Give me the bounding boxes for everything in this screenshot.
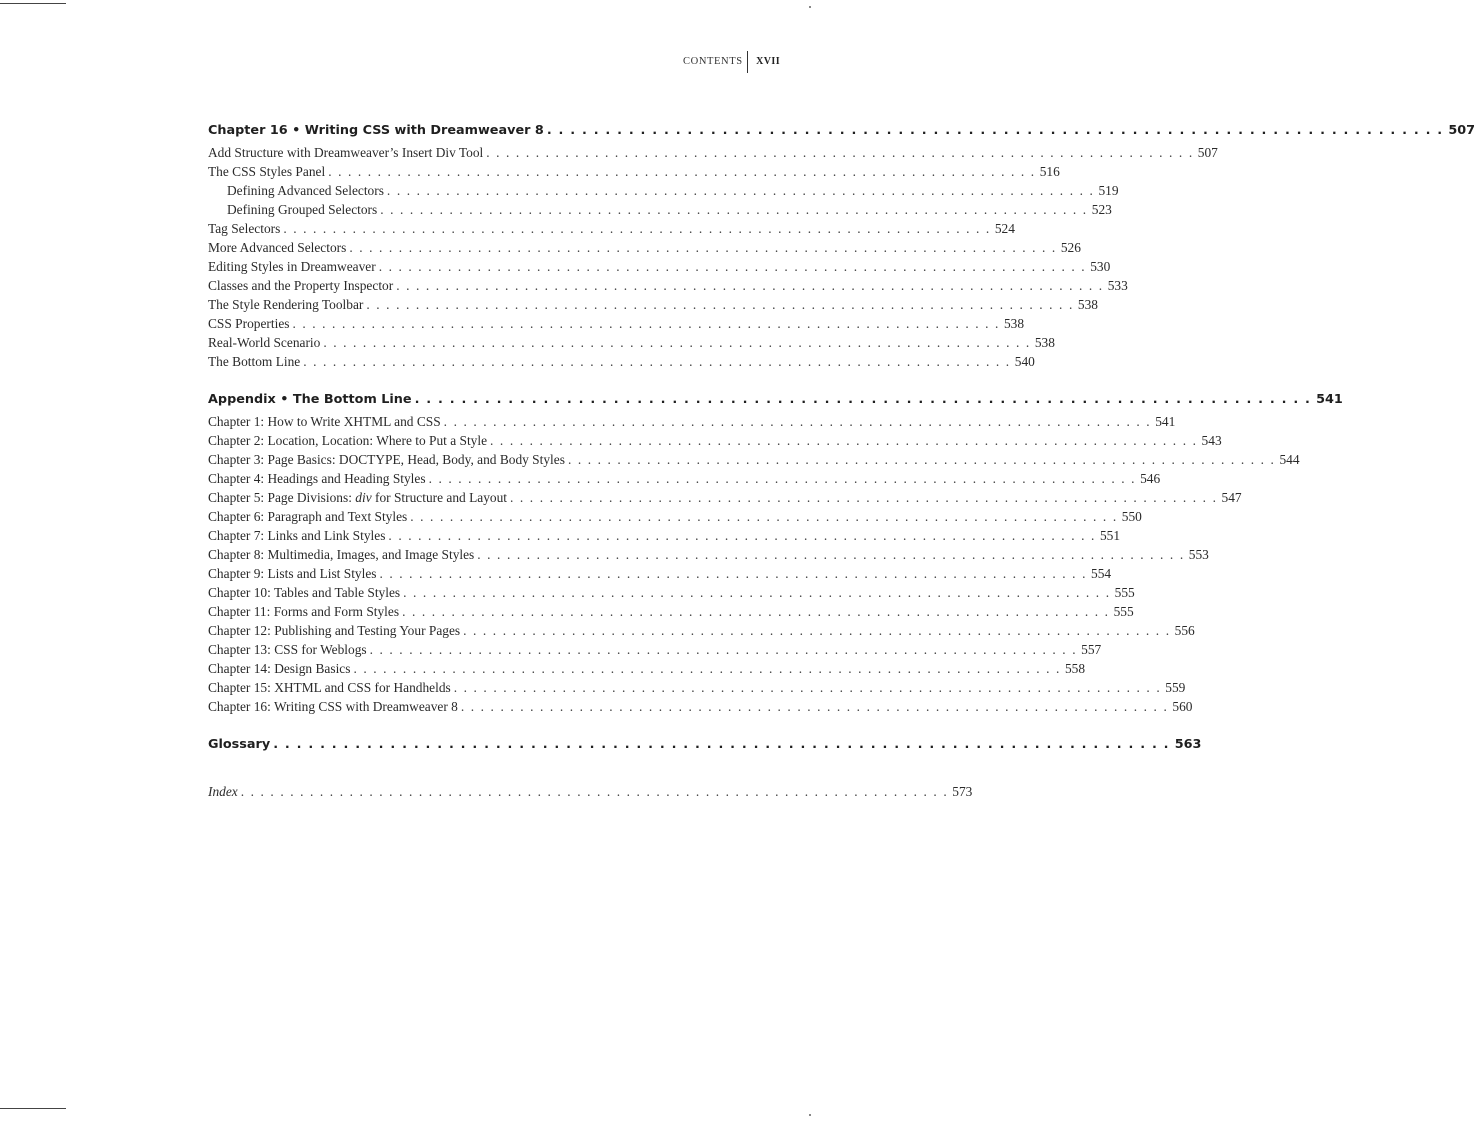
toc-entry-label: Defining Advanced Selectors <box>227 183 384 198</box>
dot-leader: . . . . . . . . . . . . . . . . . . . . . . . . . . . . . . . . . . . . . . . . . . . . . . . . . . . . . . . . . . . . . . . . . . . . . . . . <box>283 221 991 236</box>
toc-entry-page: 524 <box>994 221 1015 236</box>
toc-entry-label: Chapter 3: Page Basics: DOCTYPE, Head, Body, and Body Styles <box>208 452 565 467</box>
toc-entry[interactable] <box>208 295 1098 314</box>
section-spacer <box>208 756 742 782</box>
toc-entry-label: Chapter 12: Publishing and Testing Your Pages <box>208 623 461 638</box>
toc-entry-label: Real-World Scenario <box>208 335 321 350</box>
toc-section-index <box>208 782 973 801</box>
toc-entry-page: 544 <box>1279 452 1300 467</box>
dot-leader: . . . . . . . . . . . . . . . . . . . . . . . . . . . . . . . . . . . . . . . . . . . . . . . . . . . . . . . . . . . . . . . . . . . . . . . . <box>240 784 949 799</box>
toc-heading-page: 563 <box>1174 737 1202 752</box>
toc-entry-label: Chapter 7: Links and Link Styles <box>208 528 386 543</box>
toc-entry-label: The CSS Styles Panel <box>208 164 326 179</box>
toc-entry-page: 543 <box>1201 433 1222 448</box>
toc-entry[interactable] <box>208 697 1193 716</box>
toc-entry-label: Chapter 13: CSS for Weblogs <box>208 642 367 657</box>
section-spacer <box>208 371 742 389</box>
toc-entry-label: Classes and the Property Inspector <box>208 278 394 293</box>
toc-entry-label: Chapter 4: Headings and Heading Styles <box>208 471 426 486</box>
corner-dot-bottom <box>809 1114 811 1116</box>
toc-entry-page: 523 <box>1091 202 1112 217</box>
dot-leader: . . . . . . . . . . . . . . . . . . . . . . . . . . . . . . . . . . . . . . . . . . . . . . . . . . . . . . . . . . . . . . . . . . . . . . . . <box>353 661 1061 676</box>
toc-entry-page: 507 <box>1197 145 1218 160</box>
toc-entry[interactable] <box>208 545 1209 564</box>
toc-entry-list <box>208 412 1300 716</box>
toc-entry-label: The Style Rendering Toolbar <box>208 297 364 312</box>
toc-entry-page: 547 <box>1221 490 1242 505</box>
toc-entry[interactable] <box>208 621 1195 640</box>
dot-leader: . . . . . . . . . . . . . . . . . . . . . . . . . . . . . . . . . . . . . . . . . . . . . . . . . . . . . . . . . . . . . . . . . . . . . . . . <box>510 490 1218 505</box>
toc-entry[interactable] <box>208 238 1081 257</box>
toc-entry-page: 559 <box>1165 680 1186 695</box>
dot-leader: . . . . . . . . . . . . . . . . . . . . . . . . . . . . . . . . . . . . . . . . . . . . . . . . . . . . . . . . . . . . . . . . . . . . . . . . . . . . . <box>273 737 1170 752</box>
toc-entry-page: 533 <box>1107 278 1128 293</box>
toc-entry[interactable] <box>208 507 1142 526</box>
toc-entry[interactable] <box>208 352 1035 371</box>
toc-entry-page: 556 <box>1174 623 1195 638</box>
toc-entry[interactable] <box>208 602 1134 621</box>
toc-heading-appendix[interactable] <box>208 389 1343 411</box>
toc-entry-label: More Advanced Selectors <box>208 240 347 255</box>
toc-entry[interactable] <box>208 659 1086 678</box>
toc-entry[interactable] <box>208 412 1176 431</box>
toc-entry-list <box>208 143 1218 371</box>
dot-leader: . . . . . . . . . . . . . . . . . . . . . . . . . . . . . . . . . . . . . . . . . . . . . . . . . . . . . . . . . . . . . . . . . . . . . . . . <box>292 316 1000 331</box>
dot-leader: . . . . . . . . . . . . . . . . . . . . . . . . . . . . . . . . . . . . . . . . . . . . . . . . . . . . . . . . . . . . . . . . . . . . . . . . <box>460 699 1169 714</box>
dot-leader: . . . . . . . . . . . . . . . . . . . . . . . . . . . . . . . . . . . . . . . . . . . . . . . . . . . . . . . . . . . . . . . . . . . . . . . . <box>369 642 1078 657</box>
toc-entry-page: 555 <box>1113 604 1134 619</box>
toc-section-chapter-16 <box>208 120 1475 371</box>
toc-entry-label: Chapter 10: Tables and Table Styles <box>208 585 401 600</box>
toc-entry[interactable] <box>208 276 1128 295</box>
toc-heading-glossary[interactable] <box>208 734 1202 756</box>
toc-section-glossary <box>208 734 1202 756</box>
toc-entry-label: Defining Grouped Selectors <box>227 202 378 217</box>
toc-heading-page: 507 <box>1448 123 1475 138</box>
toc-entry-label-start: Chapter 5: Page Divisions: <box>208 490 356 505</box>
toc-entry-label: Chapter 8: Multimedia, Images, and Image Styles <box>208 547 475 562</box>
toc-entry-label-end: for Structure and Layout <box>371 490 508 505</box>
toc-entry-label: Chapter 6: Paragraph and Text Styles <box>208 509 408 524</box>
toc-entry[interactable] <box>208 181 1119 200</box>
toc-entry[interactable] <box>208 162 1060 181</box>
toc-entry-label: Chapter 1: How to Write XHTML and CSS <box>208 414 441 429</box>
toc-entry-label <box>208 488 507 507</box>
toc-entry[interactable] <box>208 257 1111 276</box>
toc-heading-title: Chapter 16 • Writing CSS with Dreamweaver 8 <box>208 123 544 138</box>
toc-entry-index[interactable] <box>208 782 973 801</box>
dot-leader: . . . . . . . . . . . . . . . . . . . . . . . . . . . . . . . . . . . . . . . . . . . . . . . . . . . . . . . . . . . . . . . . . . . . . . . . <box>396 278 1104 293</box>
toc-entry-page: 538 <box>1077 297 1098 312</box>
toc-entry-label: Chapter 15: XHTML and CSS for Handhelds <box>208 680 451 695</box>
toc-heading-chapter-16[interactable] <box>208 120 1475 142</box>
dot-leader: . . . . . . . . . . . . . . . . . . . . . . . . . . . . . . . . . . . . . . . . . . . . . . . . . . . . . . . . . . . . . . . . . . . . . . . . <box>323 335 1031 350</box>
dot-leader: . . . . . . . . . . . . . . . . . . . . . . . . . . . . . . . . . . . . . . . . . . . . . . . . . . . . . . . . . . . . . . . . . . . . . . . . <box>378 259 1087 274</box>
toc-entry-label: CSS Properties <box>208 316 290 331</box>
toc-entry-page: 530 <box>1090 259 1111 274</box>
toc-entry[interactable] <box>208 314 1025 333</box>
dot-leader: . . . . . . . . . . . . . . . . . . . . . . . . . . . . . . . . . . . . . . . . . . . . . . . . . . . . . . . . . . . . . . . . . . . . . . . . <box>410 509 1118 524</box>
crop-mark-top <box>0 3 66 4</box>
table-of-contents <box>208 120 1475 801</box>
toc-entry[interactable] <box>208 564 1112 583</box>
crop-mark-bottom <box>0 1108 66 1109</box>
toc-entry-page: 558 <box>1064 661 1086 676</box>
toc-entry-label: Add Structure with Dreamweaver’s Insert Div Tool <box>208 145 484 160</box>
toc-entry-page: 553 <box>1188 547 1209 562</box>
running-header <box>683 51 780 73</box>
toc-entry[interactable] <box>208 640 1102 659</box>
dot-leader: . . . . . . . . . . . . . . . . . . . . . . . . . . . . . . . . . . . . . . . . . . . . . . . . . . . . . . . . . . . . . . . . . . . . . . . . <box>567 452 1276 467</box>
toc-entry[interactable] <box>208 333 1055 352</box>
toc-entry[interactable] <box>208 678 1186 697</box>
toc-entry-label: Chapter 16: Writing CSS with Dreamweaver 8 <box>208 699 458 714</box>
toc-entry[interactable] <box>208 450 1300 469</box>
toc-entry-label: Chapter 9: Lists and List Styles <box>208 566 377 581</box>
dot-leader: . . . . . . . . . . . . . . . . . . . . . . . . . . . . . . . . . . . . . . . . . . . . . . . . . . . . . . . . . . . . . . . . . . . . . . . . <box>379 566 1088 581</box>
toc-entry-page: 516 <box>1039 164 1060 179</box>
toc-entry-label: Tag Selectors <box>208 221 281 236</box>
corner-dot-top <box>809 6 811 8</box>
toc-entry-label: The Bottom Line <box>208 354 301 369</box>
dot-leader: . . . . . . . . . . . . . . . . . . . . . . . . . . . . . . . . . . . . . . . . . . . . . . . . . . . . . . . . . . . . . . . . . . . . . . . . <box>386 183 1095 198</box>
toc-entry-page: 519 <box>1098 183 1119 198</box>
toc-entry-page: 540 <box>1014 354 1035 369</box>
running-header-section: CONTENTS <box>683 56 743 67</box>
toc-entry-label: Editing Styles in Dreamweaver <box>208 259 376 274</box>
toc-entry[interactable] <box>208 200 1112 219</box>
toc-entry[interactable] <box>208 219 1015 238</box>
dot-leader: . . . . . . . . . . . . . . . . . . . . . . . . . . . . . . . . . . . . . . . . . . . . . . . . . . . . . . . . . . . . . . . . . . . . . . . . <box>388 528 1096 543</box>
toc-entry-page: 541 <box>1155 414 1176 429</box>
toc-entry-page: 557 <box>1081 642 1102 657</box>
toc-section-appendix <box>208 389 1343 716</box>
dot-leader: . . . . . . . . . . . . . . . . . . . . . . . . . . . . . . . . . . . . . . . . . . . . . . . . . . . . . . . . . . . . . . . . . . . . . . . . <box>303 354 1011 369</box>
toc-entry-page: 573 <box>952 784 973 799</box>
toc-entry[interactable] <box>208 526 1121 545</box>
dot-leader: . . . . . . . . . . . . . . . . . . . . . . . . . . . . . . . . . . . . . . . . . . . . . . . . . . . . . . . . . . . . . . . . . . . . . . . . . . . . . <box>414 392 1312 407</box>
toc-entry-page: 550 <box>1121 509 1142 524</box>
dot-leader: . . . . . . . . . . . . . . . . . . . . . . . . . . . . . . . . . . . . . . . . . . . . . . . . . . . . . . . . . . . . . . . . . . . . . . . . <box>328 164 1036 179</box>
toc-entry-page: 551 <box>1099 528 1121 543</box>
toc-entry[interactable] <box>208 431 1222 450</box>
dot-leader: . . . . . . . . . . . . . . . . . . . . . . . . . . . . . . . . . . . . . . . . . . . . . . . . . . . . . . . . . . . . . . . . . . . . . . . . <box>463 623 1171 638</box>
toc-heading-page: 541 <box>1316 392 1343 407</box>
toc-entry[interactable] <box>208 583 1135 602</box>
page-number: XVII <box>756 56 780 67</box>
toc-entry-label: Chapter 11: Forms and Form Styles <box>208 604 400 619</box>
dot-leader: . . . . . . . . . . . . . . . . . . . . . . . . . . . . . . . . . . . . . . . . . . . . . . . . . . . . . . . . . . . . . . . . . . . . . . . . <box>349 240 1057 255</box>
dot-leader: . . . . . . . . . . . . . . . . . . . . . . . . . . . . . . . . . . . . . . . . . . . . . . . . . . . . . . . . . . . . . . . . . . . . . . . . <box>403 585 1111 600</box>
dot-leader: . . . . . . . . . . . . . . . . . . . . . . . . . . . . . . . . . . . . . . . . . . . . . . . . . . . . . . . . . . . . . . . . . . . . . . . . <box>443 414 1152 429</box>
toc-entry-label: Index <box>208 784 238 799</box>
dot-leader: . . . . . . . . . . . . . . . . . . . . . . . . . . . . . . . . . . . . . . . . . . . . . . . . . . . . . . . . . . . . . . . . . . . . . . . . <box>486 145 1194 160</box>
toc-entry-page: 560 <box>1172 699 1193 714</box>
toc-entry-label: Chapter 2: Location, Location: Where to Put a Style <box>208 433 488 448</box>
toc-entry-page: 555 <box>1114 585 1135 600</box>
toc-entry-page: 546 <box>1140 471 1161 486</box>
dot-leader: . . . . . . . . . . . . . . . . . . . . . . . . . . . . . . . . . . . . . . . . . . . . . . . . . . . . . . . . . . . . . . . . . . . . . . . . <box>428 471 1137 486</box>
dot-leader: . . . . . . . . . . . . . . . . . . . . . . . . . . . . . . . . . . . . . . . . . . . . . . . . . . . . . . . . . . . . . . . . . . . . . . . . <box>402 604 1110 619</box>
toc-entry[interactable] <box>208 488 1242 507</box>
dot-leader: . . . . . . . . . . . . . . . . . . . . . . . . . . . . . . . . . . . . . . . . . . . . . . . . . . . . . . . . . . . . . . . . . . . . . . . . <box>453 680 1162 695</box>
dot-leader: . . . . . . . . . . . . . . . . . . . . . . . . . . . . . . . . . . . . . . . . . . . . . . . . . . . . . . . . . . . . . . . . . . . . . . . . . . . . . <box>546 123 1444 138</box>
toc-entry-label: Chapter 14: Design Basics <box>208 661 351 676</box>
toc-entry-label-emphasis: div <box>355 490 372 505</box>
dot-leader: . . . . . . . . . . . . . . . . . . . . . . . . . . . . . . . . . . . . . . . . . . . . . . . . . . . . . . . . . . . . . . . . . . . . . . . . <box>366 297 1074 312</box>
dot-leader: . . . . . . . . . . . . . . . . . . . . . . . . . . . . . . . . . . . . . . . . . . . . . . . . . . . . . . . . . . . . . . . . . . . . . . . . <box>490 433 1198 448</box>
section-spacer <box>208 716 742 734</box>
toc-entry[interactable] <box>208 143 1218 162</box>
toc-entry[interactable] <box>208 469 1161 488</box>
dot-leader: . . . . . . . . . . . . . . . . . . . . . . . . . . . . . . . . . . . . . . . . . . . . . . . . . . . . . . . . . . . . . . . . . . . . . . . . <box>477 547 1185 562</box>
toc-entry-page: 526 <box>1060 240 1081 255</box>
dot-leader: . . . . . . . . . . . . . . . . . . . . . . . . . . . . . . . . . . . . . . . . . . . . . . . . . . . . . . . . . . . . . . . . . . . . . . . . <box>380 202 1088 217</box>
toc-entry-page: 538 <box>1003 316 1025 331</box>
toc-heading-title: Glossary <box>208 737 271 752</box>
toc-entry-page: 538 <box>1034 335 1055 350</box>
running-header-rule <box>747 51 749 73</box>
toc-entry-page: 554 <box>1091 566 1112 581</box>
toc-heading-title: Appendix • The Bottom Line <box>208 392 412 407</box>
